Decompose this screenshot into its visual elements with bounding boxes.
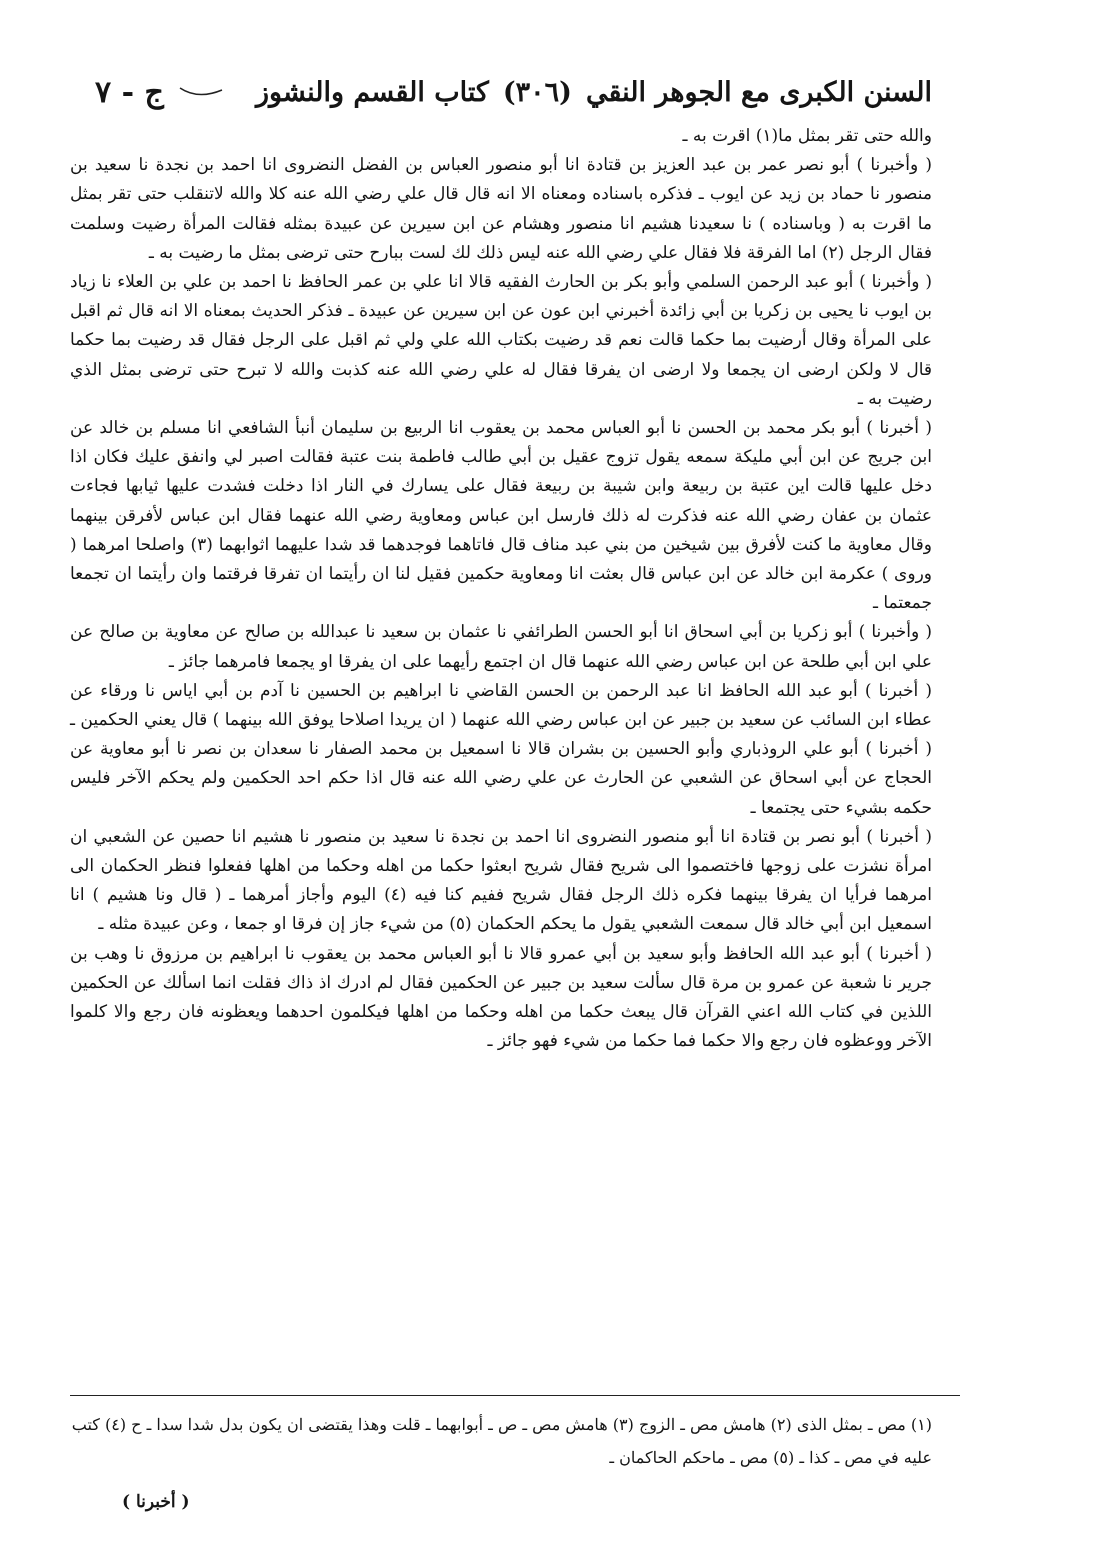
- book-title: السنن الكبرى مع الجوهر النقي: [585, 76, 932, 108]
- paragraph: ( أخبرنا ) أبو عبد الله الحافظ انا عبد الرحمن بن الحسن القاضي نا ابراهيم بن الحسين نا آدم بن أبي اياس نا ورقاء عن عطاء ابن السائب عن سعيد بن جبير عن ابن عباس رضي الله عنهما ( ان يريدا اصلاحا يوفق الله بينهما ) قال يعني الحكمين ـ: [70, 680, 932, 731]
- ornament-swash-icon: [178, 84, 224, 100]
- paragraph: ( وأخبرنا ) أبو عبد الرحمن السلمي وأبو بكر بن الحارث الفقيه قالا انا علي بن عمر الحافظ نا احمد بن علي بن العلاء نا زياد بن ايوب نا يحيى بن زكريا بن أبي زائدة أخبرني ابن عون عن ابن سيرين عن عبيدة ـ فذكر الحديث بمعناه الا انه قال ثم اقبل على المرأة وقال أرضيت بما حكما قالت نعم قد رضيت بكتاب الله علي ولي ثم اقبل على الرجل فقال قد رضيت بما حكما قال لا ولكن ارضى ان يجمعا ولا ارضى ان يفرقا فقال له علي رضي الله عنه كذبت والله لا تبرح حتى ترضى بمثل الذي رضيت به ـ: [70, 272, 932, 409]
- page-number: (٣٠٦): [502, 76, 572, 108]
- catchword: ( أخبرنا ): [122, 1492, 190, 1512]
- paragraph: والله حتى تقر بمثل ما(١) اقرت به ـ: [682, 126, 932, 146]
- header-left-group: [95, 75, 224, 110]
- paragraph: ( وأخبرنا ) أبو نصر عمر بن عبد العزيز بن قتادة انا أبو منصور العباس بن الفضل النضروى انا احمد بن نجدة نا سعيد بن منصور نا حماد بن زيد عن ايوب ـ فذكره باسناده ومعناه الا انه قال قال علي رضي الله عنه كلا والله لاتنقلب حتى تقر بمثل ما اقرت به ( وباسناده ) نا سعيدنا هشيم انا منصور وهشام عن ابن سيرين عن عبيدة بمثله فقالت المرأة رضيت وسلمت فقال الرجل (٢) اما الفرقة فلا فقال علي رضي الله عنه ليس ذلك لك لست ببارح حتى ترضى بمثل ما رضيت به ـ: [70, 155, 932, 263]
- footnote-text: (١) مص ـ بمثل الذى (٢) هامش مص ـ الزوج (٣) هامش مص ـ ص ـ أبوابهما ـ قلت وهذا يقتضى ان يكون بدل شدا سدا ـ ح (٤) كتب عليه في مص ـ كذا ـ (٥) مص ـ ماحكم الحاكمان ـ: [71, 1415, 932, 1467]
- running-header: [95, 70, 932, 114]
- volume-number: ج - ٧: [95, 74, 164, 110]
- chapter-title: كتاب القسم والنشوز: [256, 76, 489, 108]
- paragraph: ( أخبرنا ) أبو بكر محمد بن الحسن نا أبو العباس محمد بن يعقوب انا الربيع بن سليمان أنبأ الشافعي انا مسلم بن خالد عن ابن جريج عن ابن أبي مليكة سمعه يقول تزوج عقيل بن أبي طالب فاطمة بنت عتبة فقالت اصبر لي وانفق عليك فكان اذا دخل عليها قالت اين عتبة بن ربيعة وابن شيبة بن ربيعة فقال على يسارك في النار اذا دخلت فشدت عليها ثيابها فجاءت عثمان بن عفان رضي الله عنه فذكرت له ذلك فارسل ابن عباس ومعاوية رضي الله عنهما فقال ابن عباس لأفرقن بينهما وقال معاوية ما كنت لأفرق بين شيخين من بني عبد مناف قال فاتاهما فوجدهما قد شدا عليهما اثوابهما (٣) واصلحا امرهما ( وروى ) عكرمة ابن خالد عن ابن عباس قال بعثت انا ومعاوية حكمين فقيل لنا ان رأيتما ان تفرقا فرقتما وان رأيتما ان تجمعا جمعتما ـ: [70, 418, 932, 614]
- paragraph: ( وأخبرنا ) أبو زكريا بن أبي اسحاق انا أبو الحسن الطرائفي نا عثمان بن سعيد نا عبدالله بن صالح عن معاوية بن صالح عن علي ابن أبي طلحة عن ابن عباس رضي الله عنهما قال ان اجتمع رأيهما على ان يفرقا او يجمعا فامرهما جائز ـ: [70, 622, 932, 672]
- footnotes: [70, 1408, 932, 1474]
- paragraph: ( أخبرنا ) أبو عبد الله الحافظ وأبو سعيد بن أبي عمرو قالا نا أبو العباس محمد بن يعقوب نا ابراهيم بن مرزوق نا وهب بن جرير نا شعبة عن عمرو بن مرة قال سألت سعيد بن جبير عن الحكمين فقال لم ادرك اذ ذاك فقلت انما اسألك عن الحكمين اللذين في كتاب الله اعني القرآن قال يبعث حكما من اهله وحكما من اهلها فيكلمون احدهما ويعظونه فان رجع والا كلموا الآخر ووعظوه فان رجع والا حكما فما حكما من شيء فهو جائز ـ: [70, 943, 932, 1052]
- footnote-divider: [70, 1395, 960, 1396]
- paragraph: ( أخبرنا ) أبو علي الروذباري وأبو الحسين بن بشران قالا نا اسمعيل بن محمد الصفار نا سعدان بن نصر نا أبو معاوية عن الحجاج عن أبي اسحاق عن الشعبي عن الحارث عن علي رضي الله عنه قال اذا حكم احد الحكمين ولم يحكم الآخر فليس حكمه بشيء حتى يجتمعا ـ: [70, 739, 932, 818]
- paragraph: ( أخبرنا ) أبو نصر بن قتادة انا أبو منصور النضروى انا احمد بن نجدة نا سعيد بن منصور نا هشيم انا حصين عن الشعبي ان امرأة نشزت على زوجها فاختصموا الى شريح فقال شريح ابعثوا حكما من اهله وحكما من اهلها ففعلوا فنظر الحكمان الى امرهما فرأيا ان يفرقا بينهما فكره ذلك الرجل فقال شريح ففيم كنا فيه (٤) اليوم وأجاز أمرهما ـ ( قال ونا هشيم ) انا اسمعيل ابن أبي خالد قال سمعت الشعبي يقول ما يحكم الحكمان (٥) من شيء جاز إن فرقا او جمعا ، وعن عبيدة مثله ـ: [70, 826, 932, 935]
- header-right-group: [256, 77, 932, 108]
- main-text: [70, 122, 932, 1057]
